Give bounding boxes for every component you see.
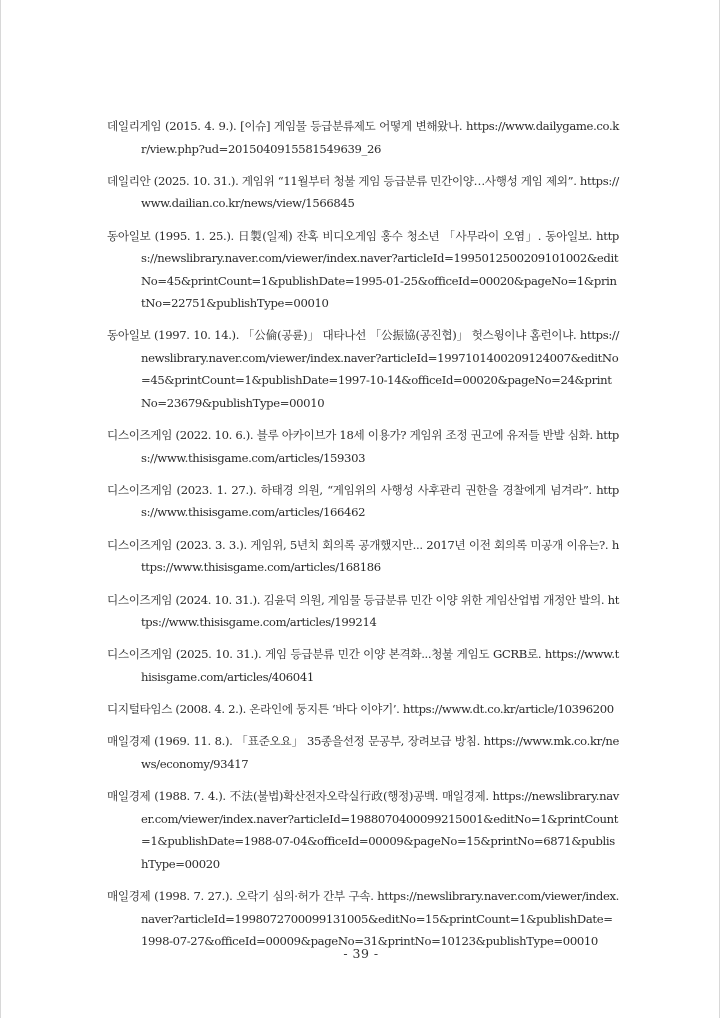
reference-entry: 디스이즈게임 (2022. 10. 6.). 블루 아카이브가 18세 이용가? 게임위 조정 권고에 유저들 반발 심화. https://www.thisisgame.com/articles/159303	[107, 428, 619, 465]
reference-entry: 매일경제 (1969. 11. 8.). 「표준오요」 35종을선정 문공부, 장려보급 방침. https://www.mk.co.kr/news/economy/93417	[107, 734, 619, 771]
reference-entry: 동아일보 (1997. 10. 14.). 「公倫(공륜)」 대타나선 「公振協(공진협)」 헛스윙이냐 홈런이냐. https://newslibrary.naver.com/viewer/index.naver?articleId=1997101400209124007&editNo=45&printCount=1&publishDate=1997-10-14&officeId=00020&pageNo=24&printNo=23679&publishType=00010	[107, 328, 619, 410]
reference-entry: 데일리안 (2025. 10. 31.). 게임위 “11월부터 청불 게임 등급분류 민간이양…사행성 게임 제외”. https://www.dailian.co.kr/news/view/1566845	[107, 173, 619, 211]
reference-entry: 디스이즈게임 (2025. 10. 31.). 게임 등급분류 민간 이양 본격화...청불 게임도 GCRB로. https://www.thisisgame.com/articles/406041	[107, 647, 619, 684]
reference-entry: 디스이즈게임 (2023. 1. 27.). 하태경 의원, “게임위의 사행성 사후관리 권한을 경찰에게 넘겨라”. https://www.thisisgame.com/articles/166462	[107, 482, 619, 520]
reference-entry: 동아일보 (1995. 1. 25.). 日製(일제) 잔혹 비디오게임 홍수 청소년 「사무라이 오염」. 동아일보. https://newslibrary.naver.com/viewer/index.naver?articleId=1995012500209101002&editNo=45&printCount=1&publishDate=1995-01-25&officeId=00020&pageNo=1&printNo=22751&publishType=00010	[107, 228, 619, 311]
page-number: - 39 -	[343, 946, 379, 961]
reference-entry: 디지털타임스 (2008. 4. 2.). 온라인에 둥지튼 ‘바다 이야기’. https://www.dt.co.kr/article/10396200	[107, 702, 614, 717]
reference-entry: 매일경제 (1998. 7. 27.). 오락기 심의·허가 간부 구속. https://newslibrary.naver.com/viewer/index.naver?articleId=1998072700099131005&editNo=15&printCount=1&publishDate=1998-07-27&officeId=00009&pageNo=31&printNo=10123&publishType=00010	[107, 889, 619, 949]
reference-entry: 디스이즈게임 (2023. 3. 3.). 게임위, 5년치 회의록 공개했지만... 2017년 이전 회의록 미공개 이유는?. https://www.thisisgame.com/articles/168186	[107, 537, 619, 575]
reference-entry: 디스이즈게임 (2024. 10. 31.). 김윤덕 의원, 게임물 등급분류 민간 이양 위한 게임산업법 개정안 발의. https://www.thisisgame.com/articles/199214	[107, 592, 619, 630]
reference-entry: 매일경제 (1988. 7. 4.). 不法(불법)확산전자오락실行政(행정)공백. 매일경제. https://newslibrary.naver.com/viewer/index.naver?articleId=1988070400099215001&editNo=1&printCount=1&publishDate=1988-07-04&officeId=00009&pageNo=15&printNo=6871&publishType=00020	[107, 789, 619, 871]
reference-entry: 데일리게임 (2015. 4. 9.). [이슈] 게임물 등급분류제도 어떻게 변해왔나. https://www.dailygame.co.kr/view.php?ud=2015040915581549639_26	[107, 119, 619, 156]
reference-list	[107, 115, 619, 962]
